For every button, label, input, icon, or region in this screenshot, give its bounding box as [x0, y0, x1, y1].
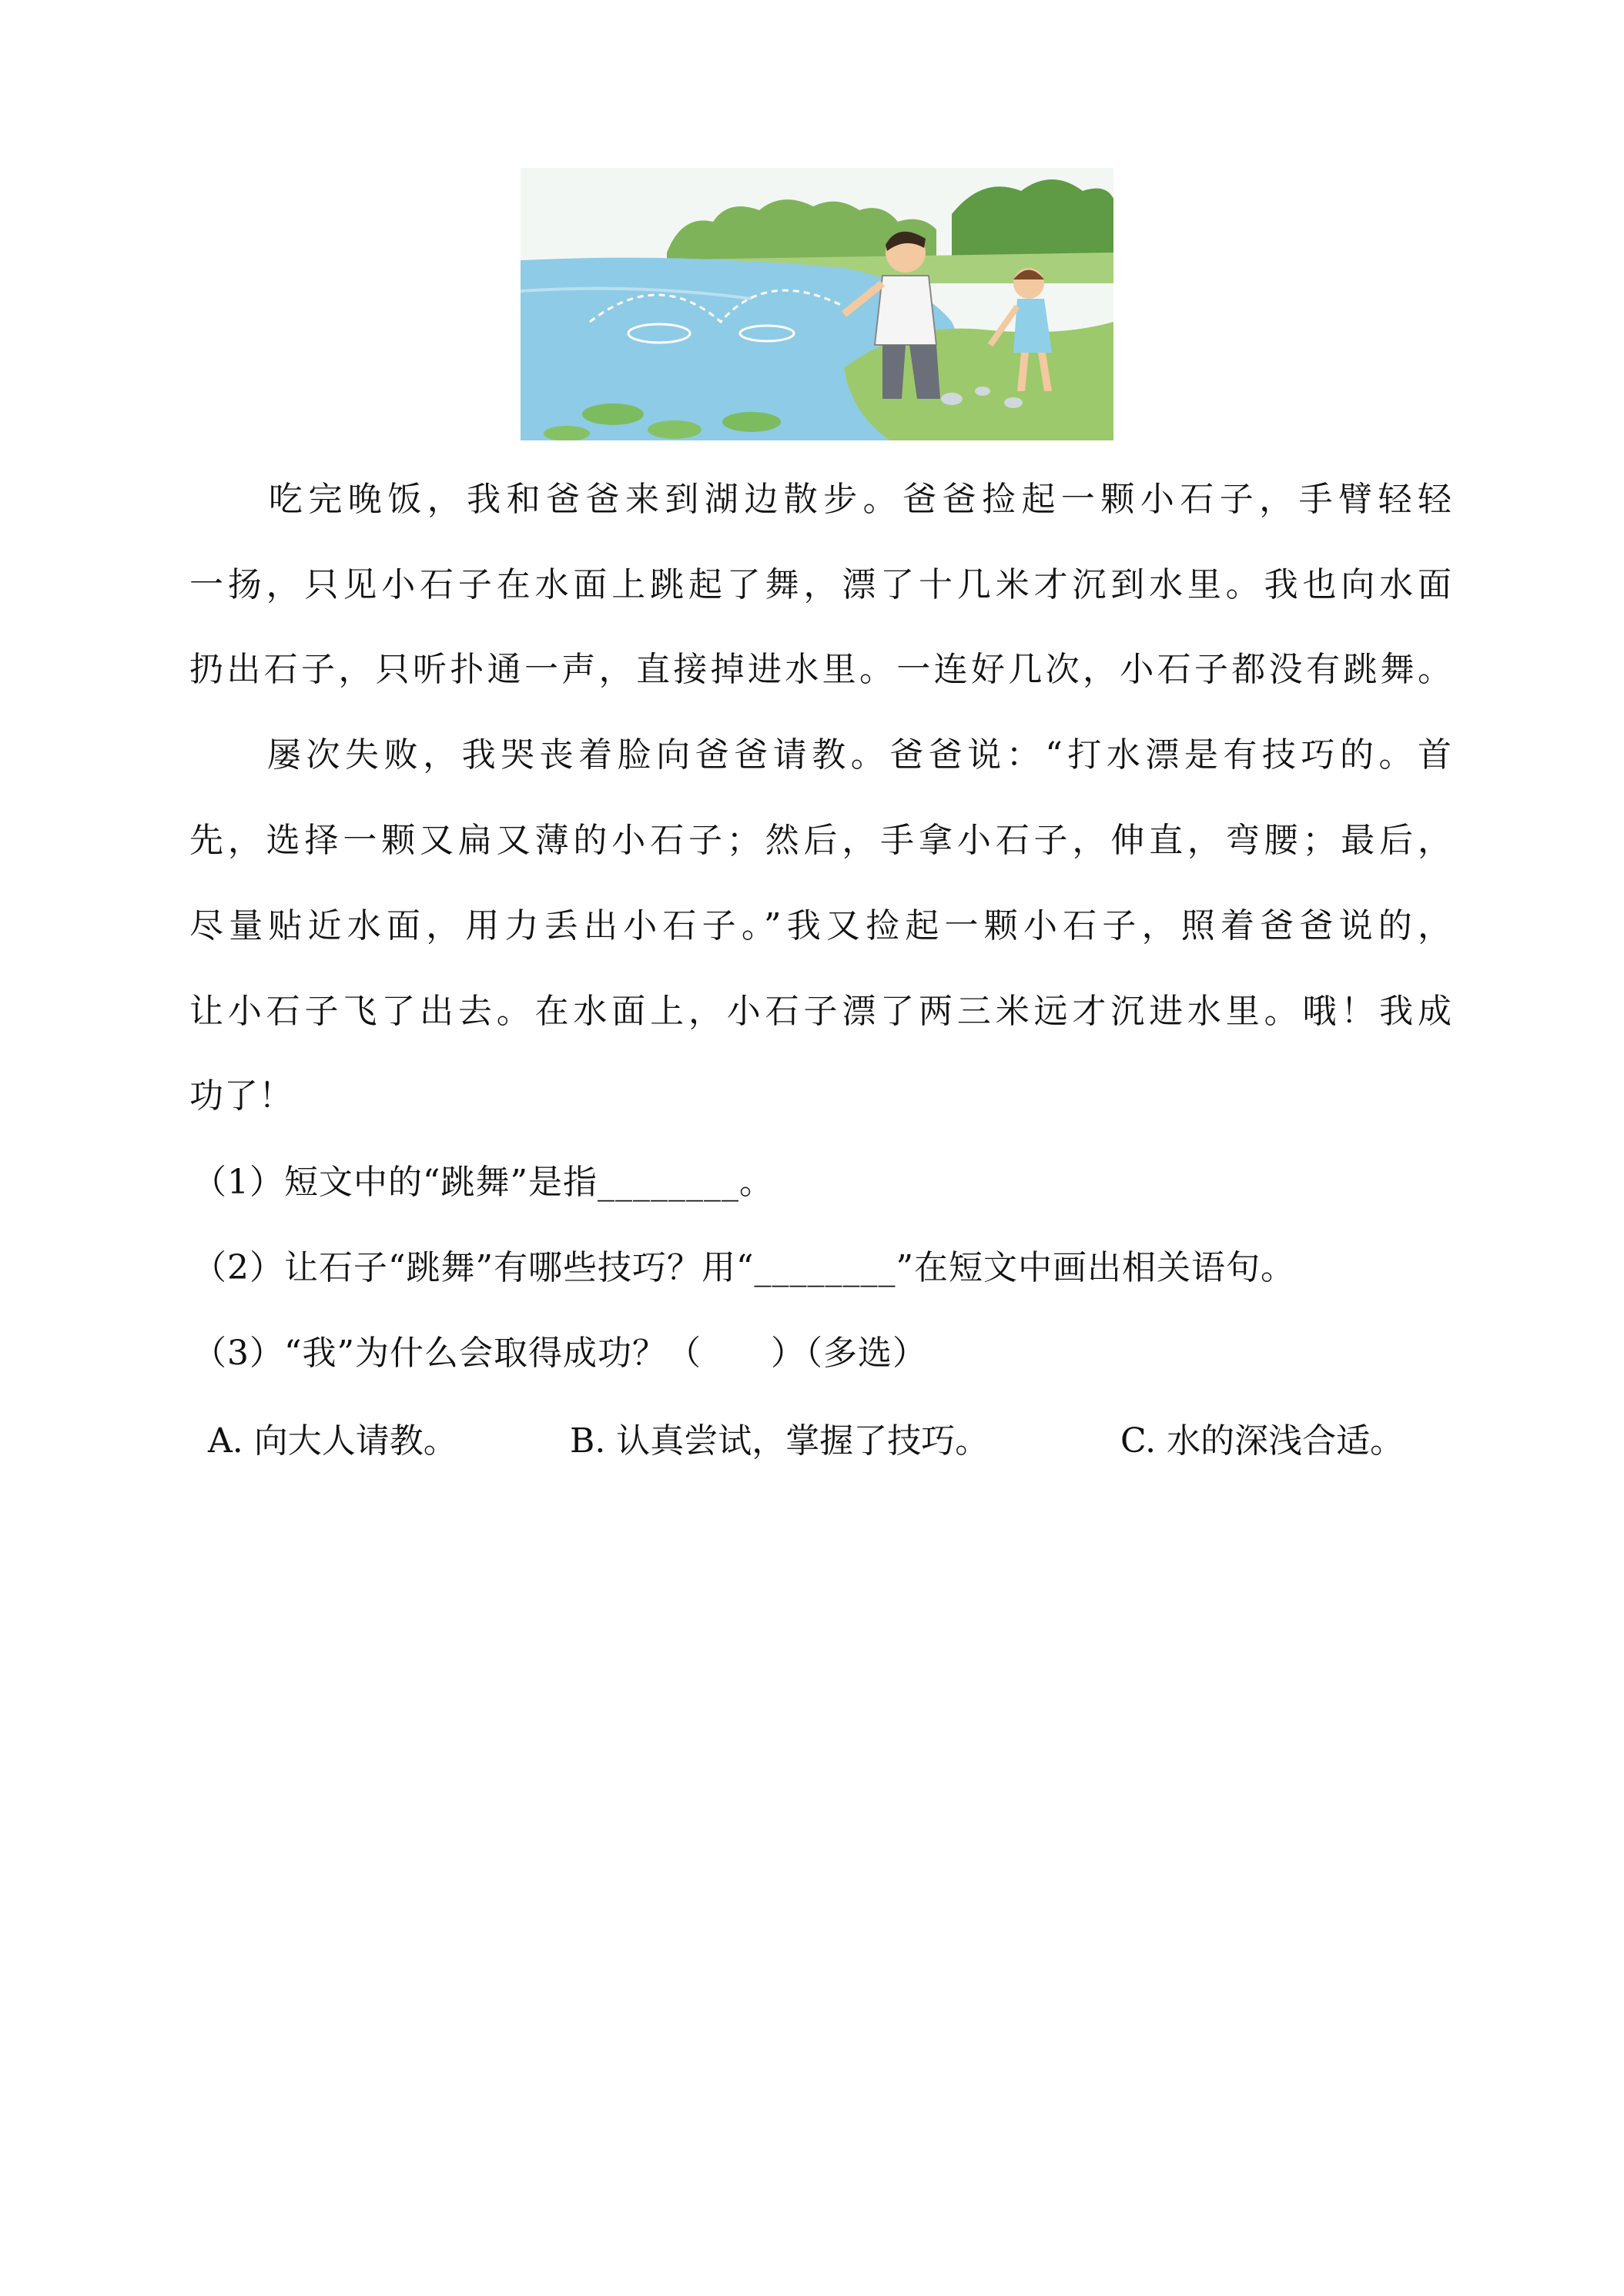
option-c: C. 水的深浅合适。 [1120, 1421, 1405, 1461]
passage-line-4: 屡次失败，我哭丧着脸向爸爸请教。爸爸说：“打水漂是有技巧的。首 [189, 735, 1452, 775]
lake-illustration [521, 168, 1113, 440]
passage-line-6: 尽量贴近水面，用力丢出小石子。”我又捡起一颗小石子，照着爸爸说的， [189, 906, 1452, 946]
passage-line-8: 功了！ [189, 1076, 293, 1116]
question-3: （3）“我”为什么会取得成功？（ ）（多选） [193, 1334, 927, 1373]
question-1: （1）短文中的“跳舞”是指________。 [193, 1163, 774, 1202]
passage-line-3: 扔出石子，只听扑通一声，直接掉进水里。一连好几次，小石子都没有跳舞。 [189, 650, 1452, 689]
passage-line-7: 让小石子飞了出去。在水面上，小石子漂了两三米远才沉进水里。哦！我成 [189, 992, 1452, 1031]
option-b: B. 认真尝试，掌握了技巧。 [570, 1421, 989, 1461]
option-a: A. 向大人请教。 [208, 1421, 457, 1461]
passage-line-1: 吃完晚饭，我和爸爸来到湖边散步。爸爸捡起一颗小石子，手臂轻轻 [189, 480, 1452, 519]
passage-line-2: 一扬，只见小石子在水面上跳起了舞，漂了十几米才沉到水里。我也向水面 [189, 565, 1452, 604]
passage-line-5: 先，选择一颗又扁又薄的小石子；然后，手拿小石子，伸直，弯腰；最后， [189, 821, 1452, 860]
question-2: （2）让石子“跳舞”有哪些技巧？用“________”在短文中画出相关语句。 [193, 1248, 1295, 1287]
